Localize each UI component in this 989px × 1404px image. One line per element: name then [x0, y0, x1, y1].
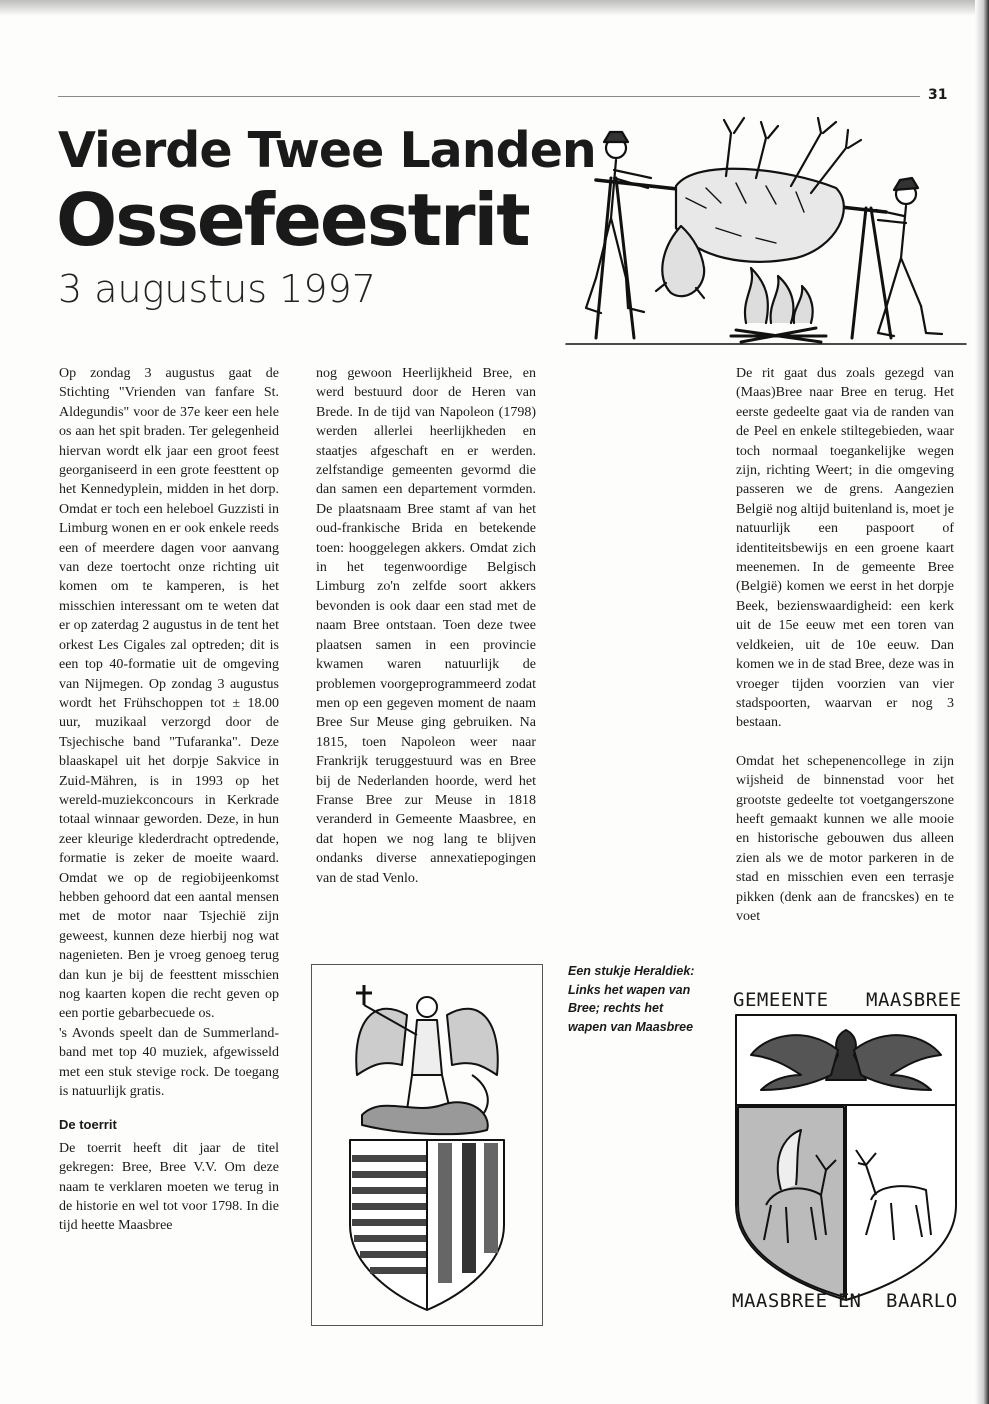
crest-label-en: EN: [838, 1290, 861, 1312]
article-paragraph: Op zondag 3 augustus gaat de Stichting "Vrienden van fanfare St. Aldegundis" voor de 37e keer een hele os aan het spit braden. Ter gelegenheid hiervan wordt elk jaar een groot feest georganiseerd in een grote feesttent op het Kennedyplein, midden in het dorp. Omdat er toch een heleboel Guzzisti in Limburg wonen en er ook enkele reeds een of meerdere dagen voor aanvang van deze toertocht onze richting uit komen om te kamperen, is het misschien interessant om te weten dat er op zaterdag 2 augustus in de tent het orkest Les Cigales zal optreden; dit is een top 40-formatie uit de omgeving van Nijmegen. Op zondag 3 augustus wordt het Frühschoppen tot ± 18.00 uur, muzikaal verzorgd door de Tsjechische band "Tufaranka". Deze blaaskapel uit het dorpje Sakvice in Zuid-Mähren, is in 1993 op het wereld-muziekconcours in Kerkrade totaal winnaar geworden. Deze, in hun zeer kleurige klederdracht optredende, formatie is zeker de moeite waard. Omdat we op de regiobijeenkomst hebben gehoord dat een aantal mensen met de motor naar Tsjechië zijn geweest, kunnen deze hierbij nog wat nagenieten. Ben je vroeg genoeg terug dan kun je bij de feesttent misschien nog kaarten kopen die recht geven op een portie gebarbecuede os.: [59, 366, 279, 1022]
title-line-1: Vierde Twee Landen: [58, 122, 596, 179]
scan-shadow-top: [0, 0, 989, 16]
section-heading-toerrit: De toerrit: [59, 1117, 117, 1133]
article-paragraph: De toerrit heeft dit jaar de titel gekregen: Bree, Bree V.V. Om deze naam te verklaren moeten we terug in de historie en wel tot voor 1798. In die tijd heette Maasbree: [59, 1140, 279, 1234]
crest-label-maasbree-bottom: MAASBREE: [732, 1290, 828, 1312]
crest-label-maasbree-top: MAASBREE: [866, 989, 962, 1011]
article-column-2: [316, 364, 536, 888]
coat-of-arms-bree: [311, 964, 543, 1326]
subtitle-date: 3 augustus 1997: [58, 267, 376, 311]
crest-label-baarlo: BAARLO: [886, 1290, 958, 1312]
crest-label-gemeente: GEMEENTE: [733, 989, 829, 1011]
article-paragraph: Omdat het schepenencollege in zijn wijsheid de binnenstad voor het grootste gedeelte tot voetgangerszone heeft gemaakt kunnen we alle mooie en historische gebouwen dus alleen zien als we de motor parkeren in de stad en misschien even een terrasje pikken (denk aan de francskes) en te voet: [736, 753, 954, 924]
article-paragraph: nog gewoon Heerlijkheid Bree, en werd bestuurd door de Heren van Brede. In de tijd van Napoleon (1798) werden allerlei heerlijkheden en staatjes afgeschaft en er werden. zelfstandige gemeenten gevormd die dan samen een departement vormden. De plaatsnaam Bree stamt af van het oud-frankische Brida en betekende toen: hooggelegen akkers. Omdat zich in het tegenwoordige Belgisch Limburg zo'n zelfde soort akkers bevonden is ook daar een stad met de naam Bree ontstaan. Toen deze twee plaatsen samen in een provincie kwamen waren natuurlijk de problemen voorgeprogrammeerd zodat men op een gegeven moment de naam Bree Sur Meuse ging gebruiken. Na 1815, toen Napoleon weer naar Frankrijk teruggestuurd was en Bree bij de Nederlanden hoorde, werd het Franse Bree zur Meuse in 1818 veranderd in Gemeente Maasbree, en dat hopen we nog lang te blijven ondanks diverse annexatiepogingen van de stad Venlo.: [316, 366, 536, 886]
article-paragraph: 's Avonds speelt dan de Summerland-band met top 40 muziek, afgewisseld met een stuk stevige rock. De toegang is natuurlijk gratis.: [59, 1025, 279, 1100]
ox-roast-illustration: [556, 108, 976, 348]
page-number: 31: [928, 87, 948, 103]
heraldry-caption: Een stukje Heraldiek: Links het wapen van Bree; rechts het wapen van Maasbree: [568, 964, 695, 1034]
bree-shield-image: [312, 965, 542, 1325]
scan-shadow-right: [975, 0, 989, 1404]
coat-of-arms-maasbree: [726, 985, 966, 1315]
article-column-1: [59, 364, 279, 1236]
title-line-2: Ossefeestrit: [56, 178, 529, 262]
article-paragraph: De rit gaat dus zoals gezegd van (Maas)Bree naar Bree en terug. Het eerste gedeelte gaat via de randen van de Peel en enkele stiltegebieden, waar toch normaal toegankelijke wegen zijn, richting Weert; in die omgeving passeren we de grens. Aangezien België nog altijd buitenland is, moet je natuurlijk een paspoort of identiteitsbewijs en een groene kaart meenemen. In de gemeente Bree (België) komen we eerst in het dorpje Beek, bezienswaardigheid: een kerk uit de 15e eeuw met een toren van veldkeien, uit de 10e eeuw. Dan komen we in de stad Bree, deze was in vroeger tijden voorzien van vier stadspoorten, waarvan er nog 3 bestaan.: [736, 366, 954, 731]
header-rule: [58, 96, 920, 97]
article-column-3: [736, 364, 954, 926]
